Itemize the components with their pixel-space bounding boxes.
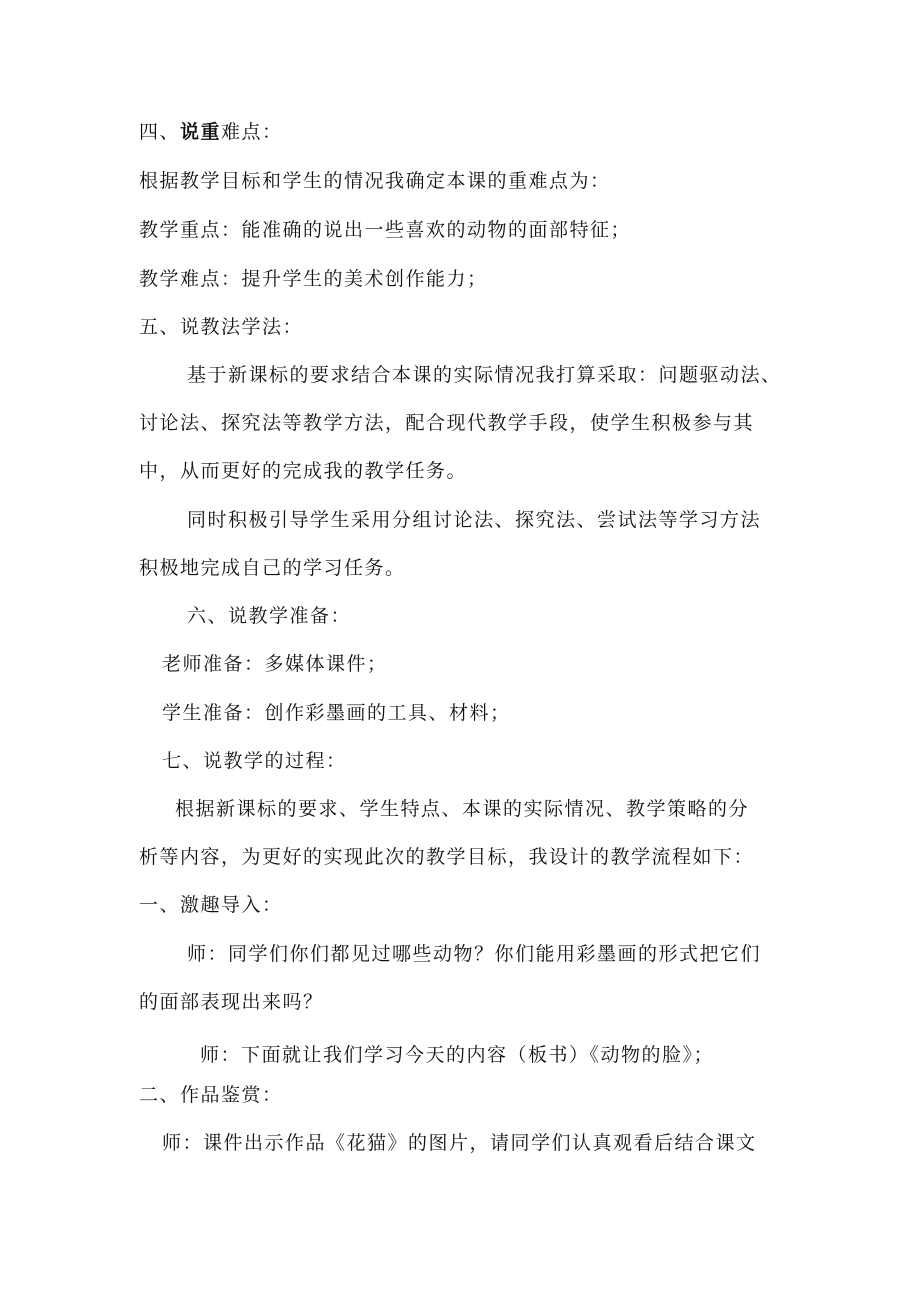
section7-heading: 七、说教学的过程： [162, 750, 347, 772]
step1-question-line1: 师：同学们你们都见过哪些动物？你们能用彩墨画的形式把它们 [187, 943, 762, 965]
section5-para2-line1: 同时积极引导学生采用分组讨论法、探究法、尝试法等学习方法 [187, 509, 762, 531]
section7-intro-line1: 根据新课标的要求、学生特点、本课的实际情况、教学策略的分 [175, 798, 750, 820]
section6-teacher-prep: 老师准备：多媒体课件； [162, 653, 388, 675]
section4-intro: 根据教学目标和学生的情况我确定本课的重难点为： [139, 170, 611, 192]
section4-heading [139, 120, 283, 144]
section4-key-point: 教学重点：能准确的说出一些喜欢的动物的面部特征； [139, 219, 632, 241]
section4-difficult-point: 教学难点：提升学生的美术创作能力； [139, 268, 488, 290]
section6-heading: 六、说教学准备： [187, 605, 352, 627]
step1-heading: 一、激趣导入： [139, 894, 283, 916]
step2-heading: 二、作品鉴赏： [139, 1084, 283, 1106]
section5-para1-line3: 中，从而更好的完成我的教学任务。 [139, 460, 468, 482]
section5-heading: 五、说教法学法： [139, 316, 304, 338]
section4-heading-bold: 说重 [180, 121, 222, 143]
step1-question-line2: 的面部表现出来吗？ [139, 991, 324, 1013]
step2-line1: 师：课件出示作品《花猫》的图片，请同学们认真观看后结合课文 [162, 1132, 757, 1154]
section5-para2-line2: 积极地完成自己的学习任务。 [139, 557, 406, 579]
section6-student-prep: 学生准备：创作彩墨画的工具、材料； [162, 702, 511, 724]
section5-para1-line2: 讨论法、探究法等教学方法，配合现代教学手段，使学生积极参与其 [139, 412, 755, 434]
section4-heading-suffix: 难点： [221, 121, 283, 143]
section7-intro-line2: 析等内容，为更好的实现此次的教学目标，我设计的教学流程如下： [139, 846, 755, 868]
step1-intro-topic: 师：下面就让我们学习今天的内容（板书）《动物的脸》； [200, 1044, 715, 1066]
section5-para1-line1: 基于新课标的要求结合本课的实际情况我打算采取：问题驱动法、 [187, 364, 782, 386]
section4-heading-prefix: 四、 [139, 121, 181, 143]
